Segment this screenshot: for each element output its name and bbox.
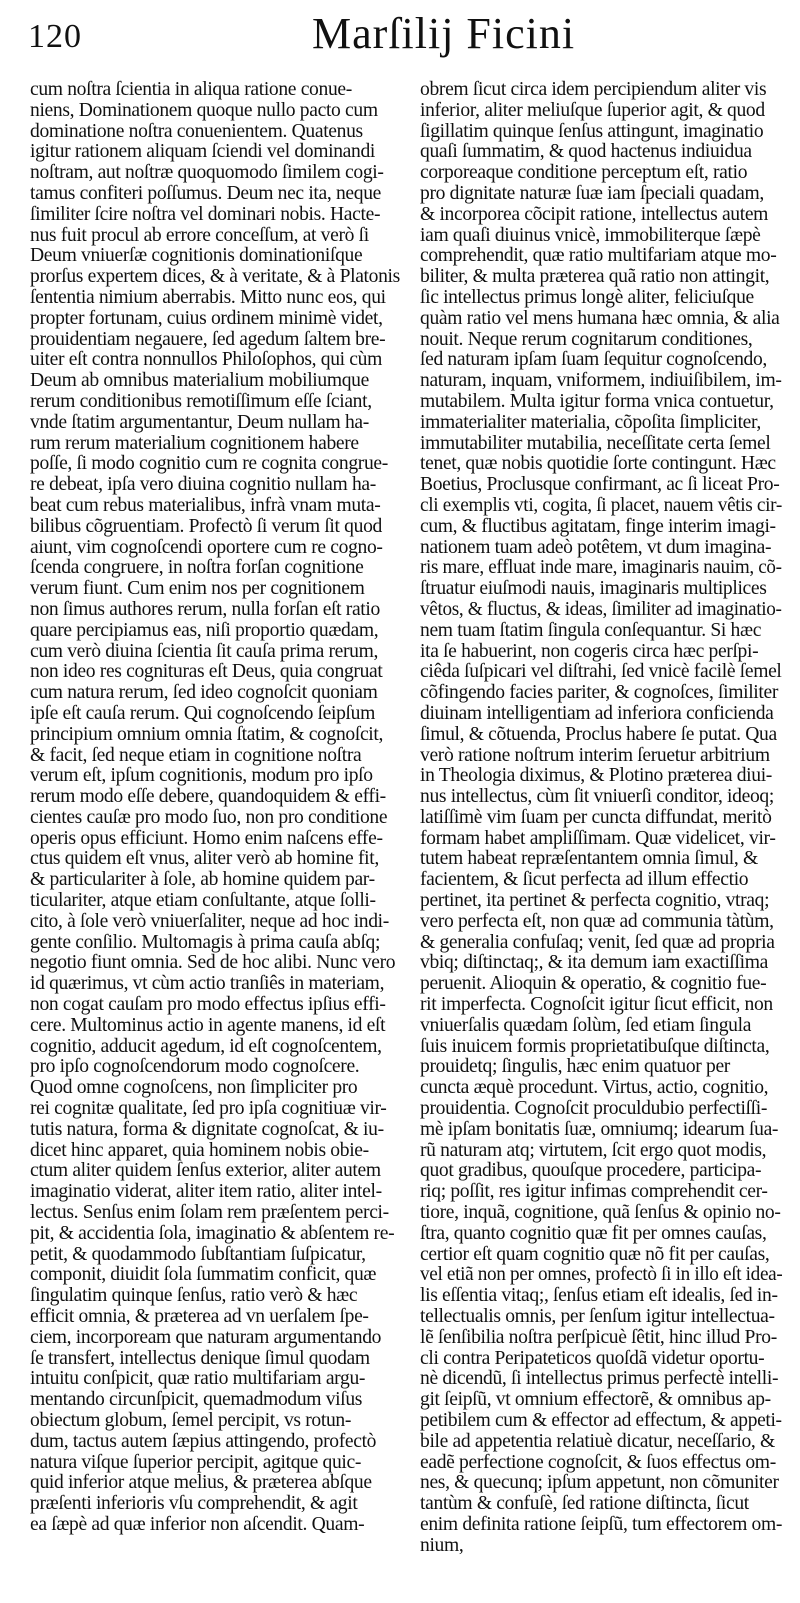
text-line: gente conſilio. Multomagis à prima cauſa abſq; bbox=[30, 931, 381, 953]
text-line: ſimul, & cõtuenda, Proclus habere ſe putat. Qua bbox=[420, 723, 777, 745]
text-line: quid inferior atque melius, & præterea abſque bbox=[30, 1472, 372, 1494]
text-line: & generalia confuſaq; venit, ſed quæ ad propria bbox=[420, 931, 775, 953]
text-line: imaginatio viderat, aliter item ratio, aliter intel- bbox=[30, 1181, 382, 1203]
text-line: verum eſt, ipſum cognitionis, modum pro ipſo bbox=[30, 765, 373, 787]
text-line: principium omnium omnia ſtatim, & cognoſcit, bbox=[30, 723, 384, 745]
text-line: ipſe eſt cauſa rerum. Qui cognoſcendo ſeipſum bbox=[30, 702, 375, 724]
text-line: prouidentiam negauere, ſed agedum ſaltem bre- bbox=[30, 328, 386, 350]
text-line: ſimiliter ſcire noſtra vel dominari nobis. Hacte- bbox=[30, 203, 381, 225]
text-line: cum noſtra ſcientia in aliqua ratione conue- bbox=[30, 80, 352, 100]
text-line: niens, Dominationem quoque nullo pacto cum bbox=[30, 99, 378, 121]
text-line: iam quaſi diuinus vnicè, immobiliterque ſæpè bbox=[420, 224, 761, 246]
text-line: dum, tactus autem ſæpius attingendo, profectò bbox=[30, 1430, 377, 1452]
text-line: mutabilem. Multa igitur forma vnica contuetur, bbox=[420, 390, 774, 412]
text-line: ſingulatim quinque ſenſus, ratio verò & hæc bbox=[30, 1285, 358, 1307]
text-line: ris mare, effluat inde mare, imaginaris nauim, cõ- bbox=[420, 557, 782, 579]
text-line: nouit. Neque rerum cognitarum conditiones, bbox=[420, 328, 753, 350]
text-line: Deum ab omnibus materialium mobiliumque bbox=[30, 370, 369, 392]
text-line: rerum conditionibus remotiſſimum eſſe ſciant, bbox=[30, 390, 372, 412]
text-line: verò ratione noſtrum interim ſeruetur arbitrium bbox=[420, 744, 770, 766]
text-line: non ideo res cognituras eſt Deus, quia congruat bbox=[30, 661, 383, 683]
text-line: in Theologia diximus, & Plotino præterea diui- bbox=[420, 765, 772, 787]
text-line: & incorporea cõcipit ratione, intellectus autem bbox=[420, 203, 769, 225]
text-line: uiter eſt contra nonnullos Philoſophos, qui cùm bbox=[30, 349, 382, 371]
text-line: nationem tuam adeò potêtem, vt dum imagina- bbox=[420, 536, 772, 558]
text-line: beat cum rebus materialibus, infrà vnam muta- bbox=[30, 494, 381, 516]
text-line: ctus quidem eſt vnus, aliter verò ab homine fit, bbox=[30, 848, 379, 870]
text-line: non ſimus authores rerum, nulla forſan eſt ratio bbox=[30, 598, 380, 620]
text-line: intuitu conſpicit, quæ ratio multifariam argu- bbox=[30, 1368, 366, 1390]
text-line: lẽ ſenſibilia noſtra perſpicuè ſêtit, hinc illud Pro- bbox=[420, 1326, 777, 1348]
text-line: nem tuam ſtatim ſingula conſequantur. Si hæc bbox=[420, 619, 762, 641]
text-line: propter fortunam, cuius ordinem minimè videt, bbox=[30, 307, 383, 329]
text-line: bilibus cõgruentiam. Profectò ſi verum ſit quod bbox=[30, 515, 382, 537]
text-line: pit, & accidentia ſola, imaginatio & abſentem re- bbox=[30, 1222, 395, 1244]
text-line: componit, diuidit ſola ſummatim conficit, quæ bbox=[30, 1264, 377, 1286]
text-line: præſenti inferioris vſu comprehendit, & agit bbox=[30, 1493, 358, 1515]
text-line: non cogat cauſam pro modo effectus ipſius effi- bbox=[30, 994, 386, 1016]
text-line: pro dignitate naturæ ſuæ iam ſpeciali quadam, bbox=[420, 182, 764, 204]
text-line: nes, & quecunq; ipſum appetunt, non cõmuniter bbox=[420, 1472, 779, 1494]
text-line: ticulariter, atque etiam conſultante, atque ſolli- bbox=[30, 890, 376, 912]
text-line: Quod omne cognoſcens, non ſimpliciter pro bbox=[30, 1077, 358, 1099]
text-line: facientem, & ſicut perfecta ad illum effectio bbox=[420, 869, 749, 891]
text-line: dicet hinc apparet, quia hominem nobis obie- bbox=[30, 1139, 369, 1161]
text-line: prouidetq; ſingulis, hæc enim quatuor per bbox=[420, 1056, 730, 1078]
text-line: pertinet, ita pertinet & perfecta cognitio, vtraq; bbox=[420, 890, 770, 912]
text-line: git ſeipſũ, vt omnium effectorẽ, & omnibus ap- bbox=[420, 1389, 771, 1411]
text-line: vel etiã non per omnes, profectò ſi in illo eſt idea- bbox=[420, 1264, 782, 1286]
text-line: corporeaque conditione perceptum eſt, ratio bbox=[420, 162, 748, 184]
text-line: lis eſſentia vitaq;, ſenſus etiam eſt idealis, ſed in- bbox=[420, 1285, 778, 1307]
text-line: cum verò diuina ſcientia ſit cauſa prima rerum, bbox=[30, 640, 379, 662]
text-line: verum fiunt. Cum enim nos per cognitionem bbox=[30, 578, 365, 600]
text-line: vero perfecta eſt, non quæ ad communia tàtùm, bbox=[420, 910, 774, 932]
text-line: nium, bbox=[420, 1534, 464, 1556]
text-line: cum natura rerum, ſed ideo cognoſcit quoniam bbox=[30, 682, 378, 704]
text-line: ſigillatim quinque ſenſus attingunt, imaginatio bbox=[420, 120, 764, 142]
text-line: ſtruatur eiuſmodi nauis, imaginaris multiplices bbox=[420, 578, 767, 600]
text-line: igitur rationem aliquam ſciendi vel dominandi bbox=[30, 141, 376, 163]
text-line: ciem, incorpoream que naturam argumentando bbox=[30, 1326, 382, 1348]
text-line: ctum aliter quidem ſenſus exterior, aliter autem bbox=[30, 1160, 381, 1182]
text-line: rit imperfecta. Cognoſcit igitur ſicut efficit, non bbox=[420, 994, 773, 1016]
text-line: rum rerum materialium cognitionem habere bbox=[30, 432, 359, 454]
text-line: tutis natura, forma & dignitate cognoſcat, & iu- bbox=[30, 1118, 384, 1140]
text-line: id quærimus, vt cùm actio tranſiês in materiam, bbox=[30, 973, 385, 995]
text-line: vêtos, & fluctus, & ideas, ſimiliter ad imaginatio- bbox=[420, 598, 782, 620]
text-line: poſſe, ſi modo cognitio cum re cognita congrue- bbox=[30, 453, 388, 475]
text-line: prouidentia. Cognoſcit proculdubio perfectiſſi- bbox=[420, 1098, 768, 1120]
text-line: Deum vniuerſæ cognitionis dominationiſque bbox=[30, 245, 363, 267]
page-number: 120 bbox=[28, 18, 82, 55]
text-line: latiſſimè vim ſuam per cuncta diffundat, meritò bbox=[420, 806, 772, 828]
text-line: formam habet ampliſſimam. Quæ videlicet, vir- bbox=[420, 827, 776, 849]
text-line: petit, & quodammodo ſubſtantiam ſuſpicatur, bbox=[30, 1243, 366, 1265]
text-line: comprehendit, quæ ratio multifariam atque mo- bbox=[420, 245, 777, 267]
text-line: quot gradibus, quouſque procedere, participa- bbox=[420, 1160, 762, 1182]
text-line: peruenit. Alioquin & operatio, & cognitio fue- bbox=[420, 973, 767, 995]
text-line: tamus confiteri poſſumus. Deum nec ita, neque bbox=[30, 182, 381, 204]
text-line: ſic intellectus primus longè aliter, feliciuſque bbox=[420, 286, 754, 308]
text-line: Boetius, Proclusque confirmant, ac ſi liceat Pro- bbox=[420, 474, 780, 496]
text-line: cum, & fluctibus agitatam, finge interim imagi- bbox=[420, 515, 776, 537]
text-line: tantùm & confuſè, ſed ratione diſtincta, ſicut bbox=[420, 1493, 749, 1515]
text-line: certior eſt quam cognitio quæ nõ fit per cauſas, bbox=[420, 1243, 770, 1265]
text-line: quaſi ſummatim, & quod hactenus indiuidua bbox=[420, 141, 752, 163]
text-line: rei cognitæ qualitate, ſed pro ipſa cognitiuæ vir- bbox=[30, 1098, 387, 1120]
text-line: dominatione noſtra conuenientem. Quatenus bbox=[30, 120, 363, 142]
text-line: & facit, ſed neque etiam in cognitione noſtra bbox=[30, 744, 362, 766]
text-line: tiore, inquã, cognitione, quã ſenſus & opinio no- bbox=[420, 1202, 781, 1224]
text-line: ſuis inuicem formis proprietatibuſque diſtincta, bbox=[420, 1035, 770, 1057]
text-line: vbiq; diſtinctaq;, & ita demum iam exactiſſima bbox=[420, 952, 768, 974]
text-line: ciêda ſuſpicari vel diſtrahi, ſed vnicè facilè ſemel bbox=[420, 661, 782, 683]
text-line: pro ipſo cognoſcendorum modo cognoſcere. bbox=[30, 1056, 360, 1078]
text-line: obiectum globum, ſemel percipit, vs rotun- bbox=[30, 1410, 352, 1431]
text-line: lectus. Senſus enim ſolam rem præſentem perci- bbox=[30, 1202, 389, 1224]
text-line: cito, à ſole verò vniuerſaliter, neque ad hoc indi- bbox=[30, 910, 389, 932]
text-line: immutabiliter mutabilia, neceſſitate certa ſemel bbox=[420, 432, 771, 454]
text-line: vnde ſtatim argumentantur, Deum nullam ha- bbox=[30, 411, 369, 433]
text-line: noſtram, aut noſtræ quoquomodo ſimilem cogi- bbox=[30, 162, 384, 184]
left-text-column bbox=[30, 80, 408, 1595]
text-line: cli exemplis vti, cogita, ſi placet, nauem vêtis cir- bbox=[420, 494, 782, 516]
running-title: Marſilij Ficini bbox=[312, 9, 576, 58]
text-line: inferior, aliter meliuſque ſuperior agit, & quod bbox=[420, 99, 765, 121]
text-line: operis opus efficiunt. Homo enim naſcens effe- bbox=[30, 827, 383, 849]
text-line: enim definita ratione ſeipſũ, tum effectorem om- bbox=[420, 1513, 782, 1535]
text-line: vniuerſalis quædam ſolùm, ſed etiam ſingula bbox=[420, 1014, 752, 1036]
text-line: cõfingendo facies pariter, & cognoſces, ſimiliter bbox=[420, 682, 779, 704]
text-line: quàm ratio vel mens humana hæc omnia, & alia bbox=[420, 307, 780, 329]
text-line: ſententia nimium aberrabis. Mitto nunc eos, qui bbox=[30, 286, 386, 308]
text-line: petibilem cum & effector ad effectum, & appeti- bbox=[420, 1410, 782, 1431]
text-line: ſcenda congruere, in noſtra forſan cognitione bbox=[30, 557, 364, 579]
text-line: riq; poſſit, res igitur infimas comprehendit cer- bbox=[420, 1181, 768, 1203]
text-line: cere. Multominus actio in agente manens, id eſt bbox=[30, 1014, 386, 1036]
text-line: naturam, inquam, vniformem, indiuiſibilem, im- bbox=[420, 370, 782, 392]
text-line: rũ naturam atq; virtutem, ſcit ergo quot modis, bbox=[420, 1139, 767, 1161]
text-line: aiunt, vim cognoſcendi oportere cum re cogno- bbox=[30, 536, 383, 558]
text-line: mentando circunſpicit, quemadmodum viſus bbox=[30, 1389, 363, 1411]
text-line: nus intellectus, cùm ſit vniuerſi conditor, ideoq; bbox=[420, 786, 774, 808]
text-line: natura viſque ſuperior percipit, agitque quic- bbox=[30, 1451, 362, 1473]
text-line: nus fuit procul ab errore conceſſum, at verò ſi bbox=[30, 224, 369, 246]
text-line: cuncta æquè procedunt. Virtus, actio, cognitio, bbox=[420, 1077, 769, 1099]
text-line: & particulariter à ſole, ab homine quidem par- bbox=[30, 869, 375, 891]
text-line: obrem ſicut circa idem percipiendum aliter vis bbox=[420, 80, 767, 100]
text-line: ea ſæpè ad quæ inferior non aſcendit. Quam- bbox=[30, 1513, 365, 1535]
text-line: cli contra Peripateticos quoſdã videtur oportu- bbox=[420, 1347, 765, 1369]
text-line: ſtra, quanto cognitio quæ fit per omnes cauſas, bbox=[420, 1222, 767, 1244]
text-line: diuinam intelligentiam ad inferiora conficienda bbox=[420, 702, 774, 724]
text-line: quare percipiamus eas, niſi proportio quædam, bbox=[30, 619, 379, 641]
text-line: tenet, quæ nobis quotidie ſorte contingunt. Hæc bbox=[420, 453, 776, 475]
text-line: prorſus expertem dices, & à veritate, & à Platonis bbox=[30, 266, 400, 288]
text-line: re debeat, ipſa vero diuina cognitio nullam ha- bbox=[30, 474, 376, 496]
text-line: rerum modo eſſe debere, quandoquidem & effi- bbox=[30, 786, 386, 808]
text-line: immaterialiter materialia, cõpoſita ſimpliciter, bbox=[420, 411, 761, 433]
text-line: bile ad appetentia relatiuè dicatur, neceſſario, & bbox=[420, 1430, 775, 1452]
text-line: tutem habeat repræſentantem omnia ſimul, & bbox=[420, 848, 758, 870]
text-line: cognitio, adducit agedum, id eſt cognoſcentem, bbox=[30, 1035, 382, 1057]
text-line: efficit omnia, & præterea ad vn uerſalem ſpe- bbox=[30, 1306, 369, 1328]
text-line: eadẽ perfectione cognoſcit, & ſuos effectus om- bbox=[420, 1451, 776, 1473]
text-line: ſe transfert, intellectus denique ſimul quodam bbox=[30, 1347, 370, 1369]
text-line: tellectualis omnis, per ſenſum igitur intellectua- bbox=[420, 1306, 775, 1328]
right-text-column bbox=[420, 80, 782, 1595]
text-line: ita ſe habuerint, non cogeris circa hæc perſpi- bbox=[420, 640, 759, 662]
text-line: cientes cauſæ pro modo ſuo, non pro conditione bbox=[30, 806, 388, 828]
text-line: nè dicendũ, ſi intellectus primus perfectè intelli- bbox=[420, 1368, 779, 1390]
text-line: negotio fiunt omnia. Sed de hoc alibi. Nunc vero bbox=[30, 952, 396, 974]
text-line: ſed naturam ipſam ſuam ſequitur cognoſcendo, bbox=[420, 349, 767, 371]
text-line: biliter, & multa præterea quã ratio non attingit, bbox=[420, 266, 770, 288]
text-line: mè ipſam bonitatis ſuæ, omniumq; idearum ſua- bbox=[420, 1118, 779, 1140]
page-header bbox=[0, 0, 800, 72]
